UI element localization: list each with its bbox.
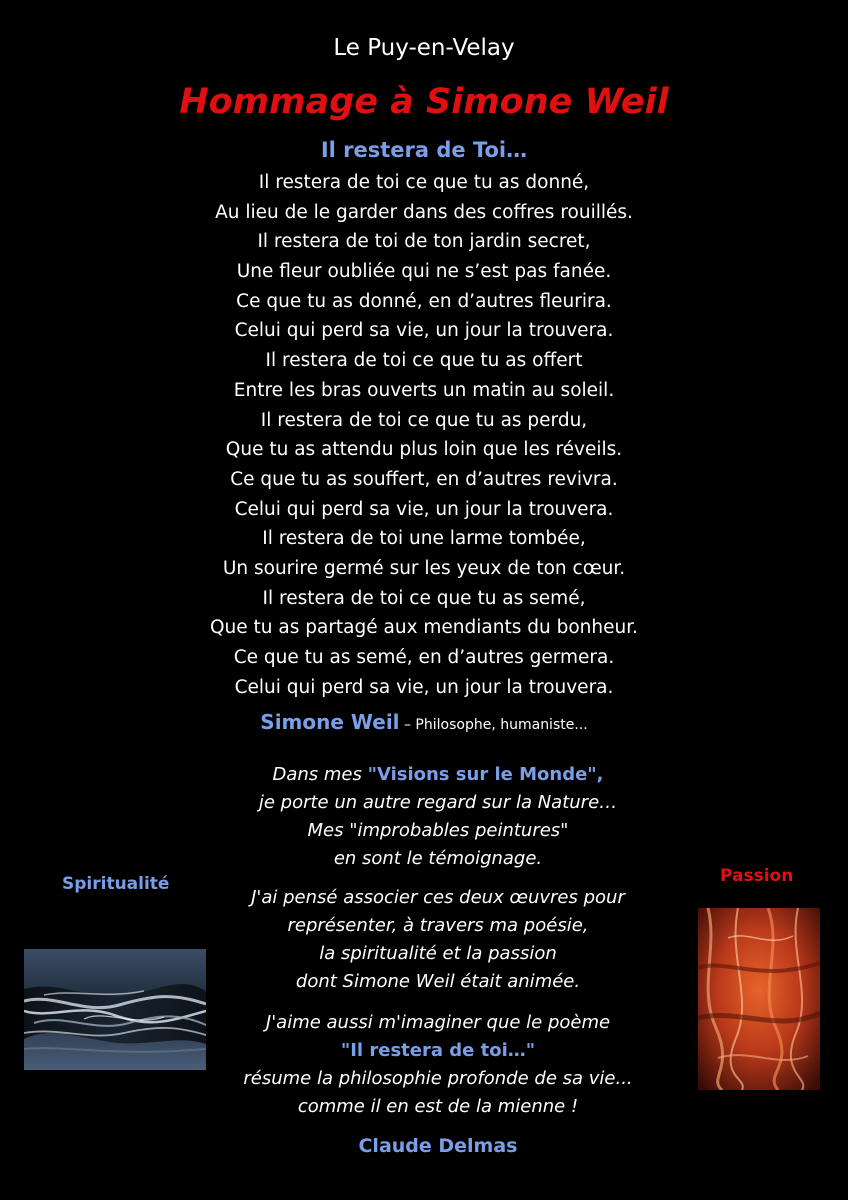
commentary-line: Mes "improbables peintures"	[307, 820, 569, 841]
painting-label-spirituality: Spiritualité	[62, 874, 170, 894]
poem-line: Il restera de toi ce que tu as semé,	[262, 587, 586, 609]
poem-attribution	[0, 707, 848, 740]
commentary-line: comme il en est de la mienne !	[297, 1096, 579, 1117]
spirituality-painting-image	[24, 949, 206, 1070]
poem-author: Simone Weil	[260, 710, 400, 734]
commentary-line: résume la philosophie profonde de sa vie...	[243, 1068, 633, 1089]
commentary-line: représenter, à travers ma poésie,	[287, 915, 589, 936]
poem-line: Au lieu de le garder dans des coffres rouillés.	[215, 201, 633, 223]
commentary-line: la spiritualité et la passion	[319, 943, 557, 964]
commentary-paragraph-3	[208, 1009, 668, 1121]
poem-line: Que tu as partagé aux mendiants du bonheur.	[209, 617, 639, 639]
poem-text	[0, 168, 848, 702]
poem-line: Que tu as attendu plus loin que les réveils.	[225, 439, 623, 461]
poem-line: Celui qui perd sa vie, un jour la trouvera.	[234, 498, 614, 520]
commentary-line: en sont le témoignage.	[333, 848, 543, 869]
commentary-line: J'aime aussi m'imaginer que le poème	[265, 1012, 611, 1033]
place-name: Le Puy-en-Velay	[333, 35, 515, 61]
passion-painting	[698, 908, 820, 1090]
poem-title-reference: "Il restera de toi…"	[340, 1040, 536, 1061]
commentary-line: dont Simone Weil était animée.	[295, 971, 581, 992]
commentary-line: J'ai pensé associer ces deux œuvres pour	[251, 887, 625, 908]
poem-line: Il restera de toi ce que tu as offert	[265, 350, 583, 372]
commentary-line	[208, 761, 668, 789]
poem-line: Entre les bras ouverts un matin au soleil.	[233, 379, 615, 401]
poem-line: Celui qui perd sa vie, un jour la trouvera.	[234, 676, 614, 698]
commentary-paragraph-1	[208, 761, 668, 873]
spirituality-painting	[24, 949, 206, 1070]
poem-line: Un sourire germé sur les yeux de ton cœur.	[222, 557, 626, 579]
work-title-visions: "Visions sur le Monde",	[367, 764, 604, 785]
poem-line: Ce que tu as semé, en d’autres germera.	[233, 647, 615, 668]
poem-line: Celui qui perd sa vie, un jour la trouvera.	[234, 320, 614, 342]
poem-line: Il restera de toi une larme tombée,	[262, 528, 586, 550]
passion-painting-image	[698, 908, 820, 1090]
closing-signature: Claude Delmas	[358, 1135, 518, 1157]
poem-line: Ce que tu as souffert, en d’autres revivra.	[230, 468, 618, 490]
commentary-lead: Dans mes	[272, 764, 368, 785]
poem-author-role: – Philosophe, humaniste...	[399, 717, 588, 733]
commentary-paragraph-2	[208, 884, 668, 996]
poem-title: Il restera de Toi…	[320, 138, 528, 162]
poem-line: Il restera de toi de ton jardin secret,	[257, 231, 591, 253]
poem-line: Ce que tu as donné, en d’autres fleurira.	[236, 290, 612, 312]
commentary-line: je porte un autre regard sur la Nature…	[258, 792, 618, 813]
poem-line: Il restera de toi ce que tu as perdu,	[260, 409, 588, 431]
page-title: Hommage à Simone Weil	[179, 82, 669, 122]
painting-label-passion: Passion	[720, 866, 794, 886]
poem-line: Il restera de toi ce que tu as donné,	[258, 172, 590, 193]
poem-line: Une fleur oubliée qui ne s’est pas fanée.	[236, 261, 612, 283]
